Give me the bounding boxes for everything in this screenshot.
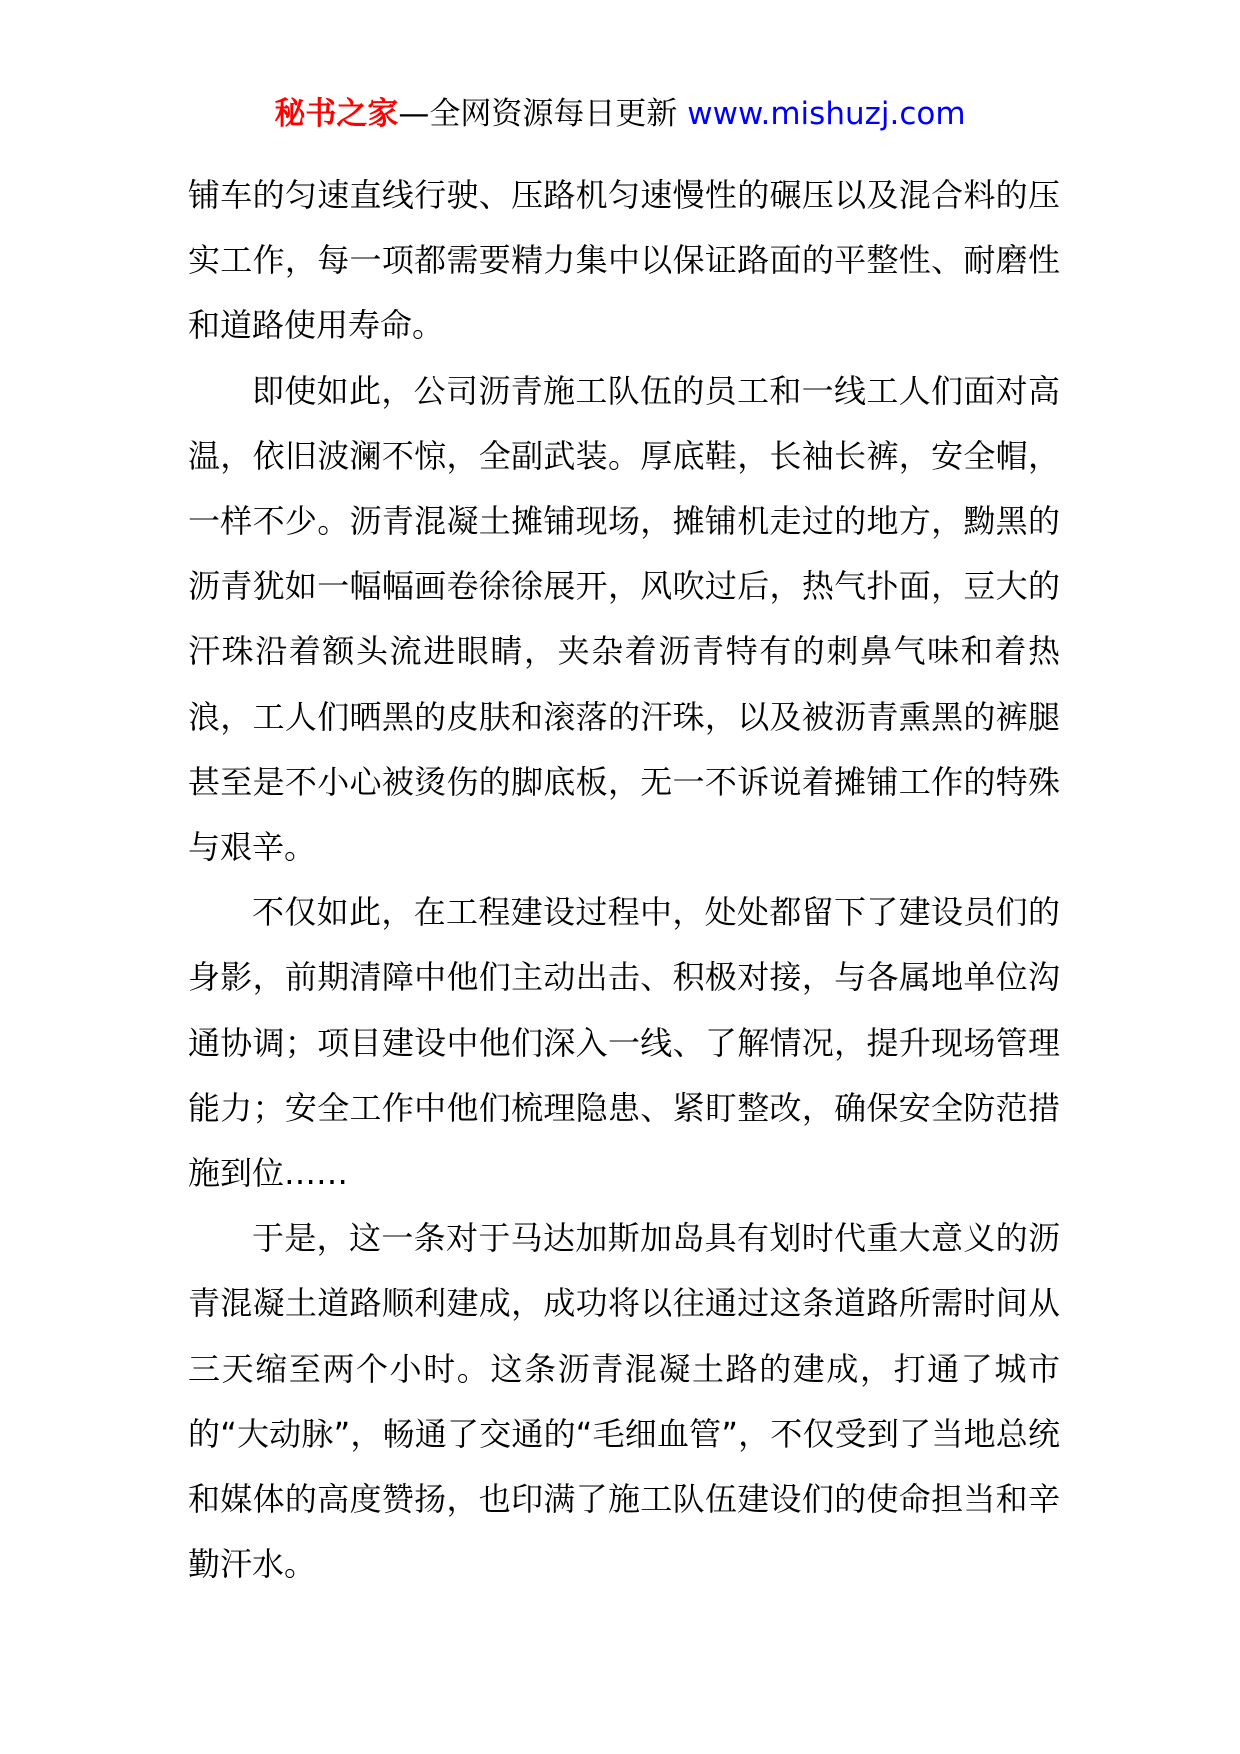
page-header [0,94,1240,134]
site-url-link[interactable]: www.mishuzj.com [687,96,966,132]
paragraph: 即使如此，公司沥青施工队伍的员工和一线工人们面对高温，依旧波澜不惊，全副武装。厚底鞋，长袖长裤，安全帽，一样不少。沥青混凝土摊铺现场，摊铺机走过的地方，黝黑的沥青犹如一幅幅画卷徐徐展开，风吹过后，热气扑面，豆大的汗珠沿着额头流进眼睛，夹杂着沥青特有的刺鼻气味和着热浪，工人们晒黑的皮肤和滚落的汗珠，以及被沥青熏黑的裤腿甚至是不小心被烫伤的脚底板，无一不诉说着摊铺工作的特殊与艰辛。 [188,371,1060,867]
paragraph-continuation: 铺车的匀速直线行驶、压路机匀速慢性的碾压以及混合料的压实工作，每一项都需要精力集中以保证路面的平整性、耐磨性和道路使用寿命。 [188,176,1060,345]
document-body [188,163,1060,1597]
paragraph: 不仅如此，在工程建设过程中，处处都留下了建设员们的身影，前期清障中他们主动出击、积极对接，与各属地单位沟通协调；项目建设中他们深入一线、了解情况，提升现场管理能力；安全工作中他们梳理隐患、紧盯整改，确保安全防范措施到位…… [188,893,1060,1193]
site-brand: 秘书之家 [274,96,399,132]
site-tagline: —全网资源每日更新 [398,96,688,132]
paragraph: 于是，这一条对于马达加斯加岛具有划时代重大意义的沥青混凝土道路顺利建成，成功将以往通过这条道路所需时间从三天缩至两个小时。这条沥青混凝土路的建成，打通了城市的“大动脉”，畅通了交通的“毛细血管”，不仅受到了当地总统和媒体的高度赞扬，也印满了施工队伍建设们的使命担当和辛勤汗水。 [188,1219,1060,1584]
